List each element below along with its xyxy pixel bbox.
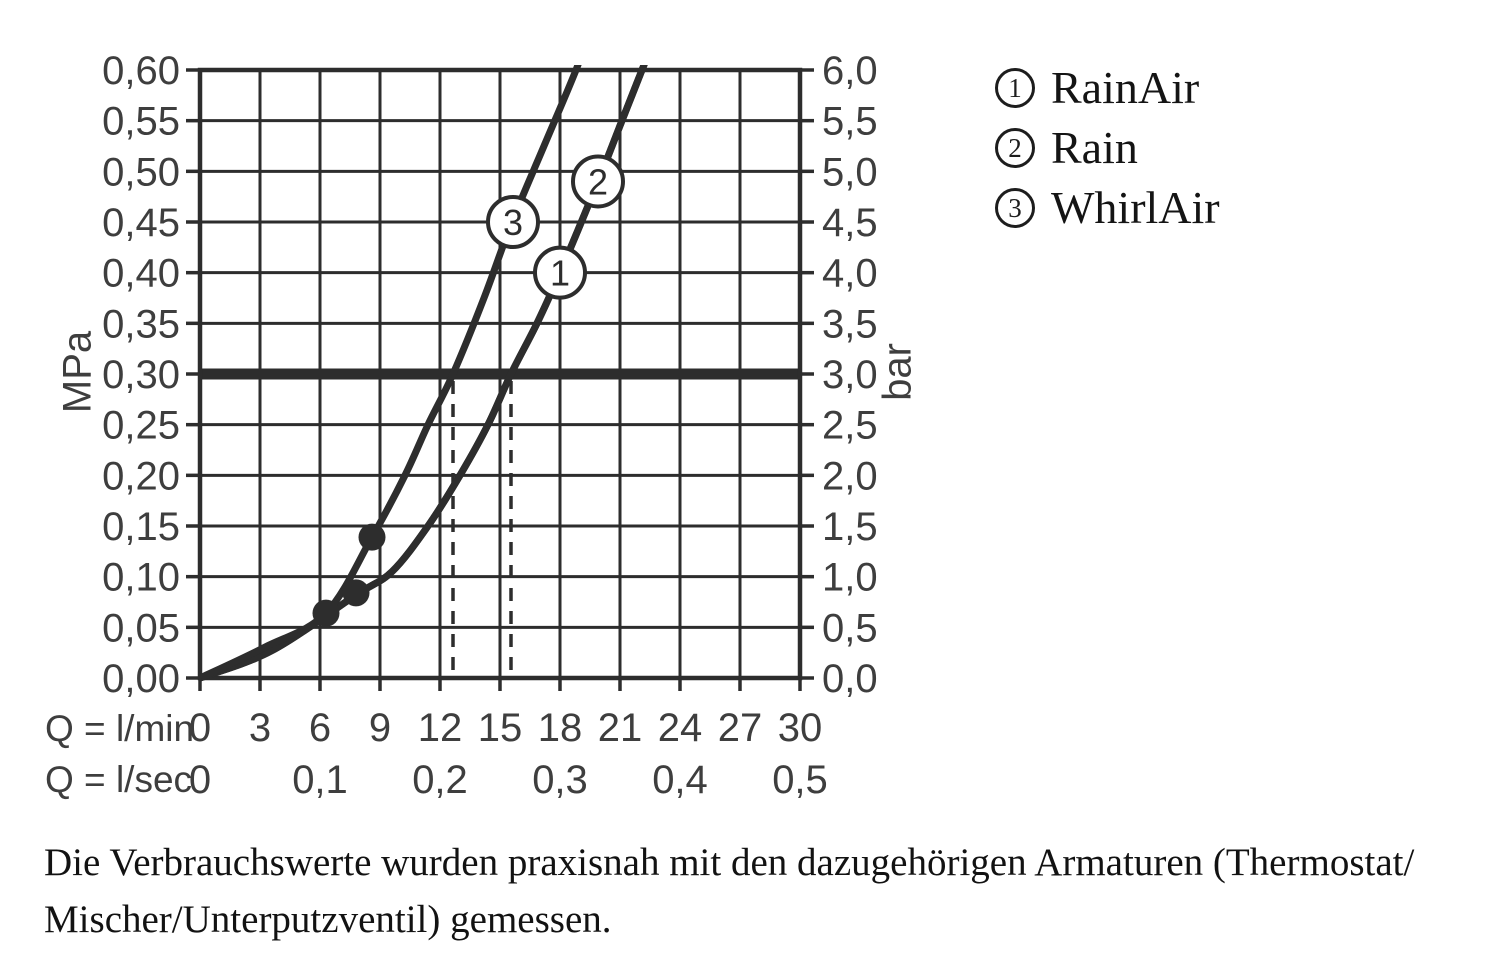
curve-badge-2	[573, 156, 623, 206]
y-tick-bar: 1,0	[822, 555, 878, 600]
footnote-line-1: Die Verbrauchswerte wurden praxisnah mit den dazugehörigen Armaturen (Thermostat/	[44, 841, 1415, 884]
legend-badge-1-icon	[995, 68, 1035, 108]
x-axis-label-lmin: Q = l/min	[45, 708, 195, 749]
x-axis-label-lsec: Q = l/sec	[45, 759, 193, 800]
y-tick-mpa: 0,60	[102, 49, 180, 93]
y-tick-bar: 3,0	[822, 353, 878, 397]
measured-dot	[343, 579, 370, 606]
footnote-line-2: Mischer/Unterputzventil) gemessen.	[44, 898, 612, 941]
y-axis-unit-right: bar	[875, 343, 920, 401]
x-tick-lsec: 0,4	[652, 758, 708, 802]
y-axis-unit-left: MPa	[55, 330, 100, 414]
legend-badge-3-number: 3	[1008, 192, 1022, 223]
curves	[200, 35, 656, 679]
x-tick-lmin: 24	[657, 706, 703, 750]
x-tick-lmin: 9	[368, 706, 392, 750]
x-tick-lsec: 0,5	[772, 758, 828, 802]
y-tick-bar: 6,0	[822, 49, 878, 93]
legend-badge-2-icon	[995, 128, 1035, 168]
x-tick-lsec: 0	[188, 758, 212, 802]
legend-item-rain	[995, 118, 1220, 178]
curve-rain	[200, 35, 656, 679]
y-tick-bar: 0,5	[822, 606, 878, 651]
y-tick-mpa: 0,15	[102, 505, 180, 549]
x-tick-lsec: 0,2	[412, 758, 468, 802]
measured-dot	[313, 600, 340, 627]
curve-badge-1	[535, 248, 585, 298]
y-tick-mpa: 0,00	[102, 657, 180, 701]
x-tick-lsec: 0,3	[532, 758, 588, 802]
y-tick-bar: 3,5	[822, 302, 878, 347]
svg-text:3: 3	[502, 202, 524, 243]
y-tick-mpa: 0,05	[102, 606, 180, 651]
legend-item-whirlair	[995, 178, 1220, 238]
y-tick-bar: 5,5	[822, 99, 878, 144]
x-tick-lmin: 15	[477, 706, 523, 750]
y-tick-mpa: 0,45	[102, 201, 180, 245]
curve-rainair	[200, 35, 656, 679]
y-tick-bar: 1,5	[822, 505, 878, 549]
y-tick-mpa: 0,50	[102, 150, 180, 195]
svg-text:1: 1	[549, 252, 571, 294]
measured-dot	[359, 524, 386, 551]
y-tick-mpa: 0,30	[102, 353, 180, 397]
curve-badge-3	[488, 197, 538, 247]
x-tick-lsec: 0,1	[292, 758, 348, 802]
y-tick-mpa: 0,20	[102, 454, 180, 499]
x-tick-lmin: 0	[188, 706, 212, 750]
x-tick-lmin: 27	[717, 706, 763, 750]
y-tick-mpa: 0,10	[102, 555, 180, 600]
y-tick-bar: 2,5	[822, 403, 878, 448]
legend-badge-2-number: 2	[1008, 132, 1022, 163]
curve-whirlair	[200, 35, 588, 679]
legend-label-whirlair: WhirlAir	[1051, 182, 1220, 233]
y-tick-bar: 0,0	[822, 657, 878, 701]
y-tick-bar: 5,0	[822, 150, 878, 195]
y-tick-bar: 2,0	[822, 454, 878, 499]
footnote	[44, 834, 1414, 948]
legend-label-rainair: RainAir	[1051, 62, 1200, 113]
x-tick-lmin: 18	[537, 706, 583, 750]
y-tick-mpa: 0,40	[102, 251, 180, 296]
legend-item-rainair	[995, 58, 1220, 118]
legend-badge-1-number: 1	[1008, 72, 1022, 103]
legend-label-rain: Rain	[1051, 122, 1138, 173]
x-tick-lmin: 30	[777, 706, 823, 750]
y-tick-bar: 4,0	[822, 251, 878, 296]
legend	[995, 58, 1220, 238]
x-tick-lmin: 3	[248, 706, 272, 750]
x-tick-lmin: 21	[597, 706, 643, 750]
y-tick-mpa: 0,35	[102, 302, 180, 347]
x-tick-lmin: 6	[308, 706, 332, 750]
y-tick-bar: 4,5	[822, 201, 878, 245]
y-tick-mpa: 0,25	[102, 403, 180, 448]
y-tick-mpa: 0,55	[102, 99, 180, 144]
svg-text:2: 2	[587, 161, 609, 203]
legend-badge-3-icon	[995, 188, 1035, 228]
x-tick-lmin: 12	[417, 706, 463, 750]
